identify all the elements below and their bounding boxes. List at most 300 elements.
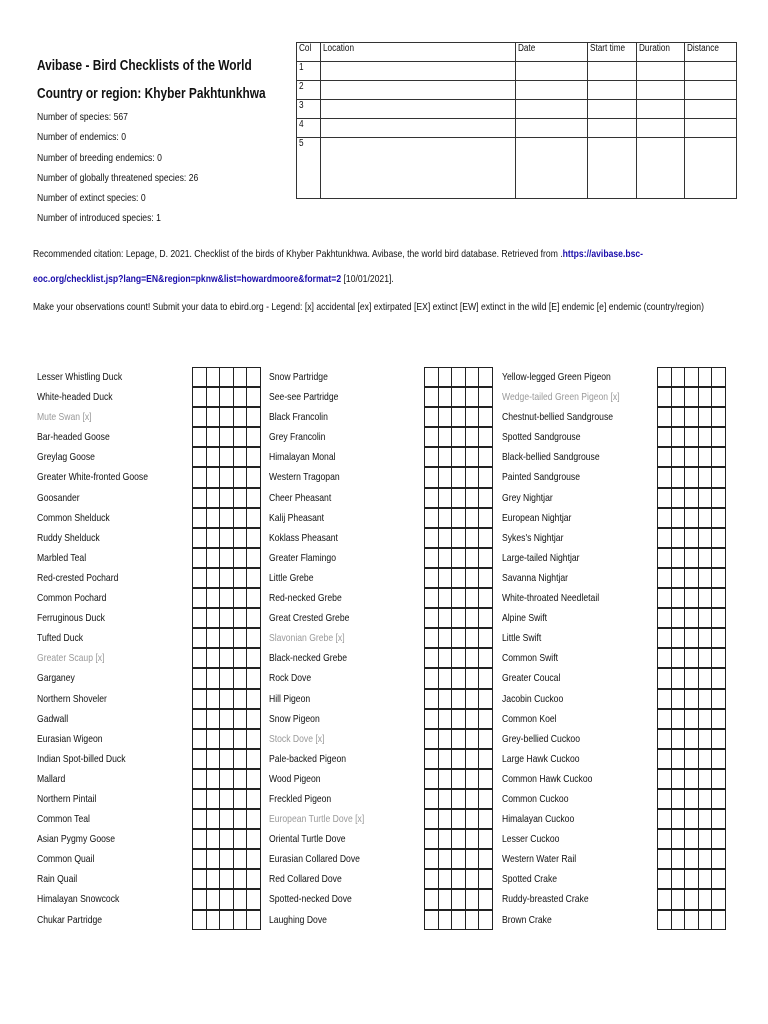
tally-checkbox[interactable] — [219, 508, 234, 528]
tally-checkbox[interactable] — [465, 869, 480, 889]
tally-checkbox[interactable] — [246, 769, 261, 789]
tally-checkbox[interactable] — [698, 889, 713, 909]
tally-checkbox[interactable] — [451, 749, 466, 769]
tally-checkbox[interactable] — [246, 689, 261, 709]
tally-checkbox[interactable] — [698, 869, 713, 889]
tally-checkbox[interactable] — [684, 689, 699, 709]
tally-checkbox[interactable] — [451, 548, 466, 568]
tally-checkbox[interactable] — [671, 849, 686, 869]
tally-checkbox[interactable] — [465, 528, 480, 548]
duration-cell[interactable] — [637, 119, 685, 138]
tally-checkbox[interactable] — [246, 729, 261, 749]
tally-checkbox[interactable] — [684, 608, 699, 628]
tally-checkbox[interactable] — [219, 709, 234, 729]
tally-checkbox[interactable] — [192, 367, 207, 387]
tally-checkbox[interactable] — [711, 729, 726, 749]
tally-checkbox[interactable] — [206, 608, 221, 628]
tally-checkbox[interactable] — [219, 869, 234, 889]
tally-checkbox[interactable] — [192, 668, 207, 688]
tally-checkbox[interactable] — [711, 548, 726, 568]
tally-checkbox[interactable] — [478, 387, 493, 407]
tally-checkbox[interactable] — [465, 809, 480, 829]
tally-checkbox[interactable] — [438, 407, 453, 427]
tally-checkbox[interactable] — [671, 488, 686, 508]
tally-checkbox[interactable] — [192, 427, 207, 447]
tally-checkbox[interactable] — [451, 668, 466, 688]
tally-checkbox[interactable] — [465, 749, 480, 769]
tally-checkbox[interactable] — [246, 628, 261, 648]
tally-checkbox[interactable] — [465, 548, 480, 568]
tally-checkbox[interactable] — [698, 729, 713, 749]
tally-checkbox[interactable] — [206, 387, 221, 407]
tally-checkbox[interactable] — [478, 427, 493, 447]
location-cell[interactable] — [321, 81, 516, 100]
tally-checkbox[interactable] — [438, 568, 453, 588]
tally-checkbox[interactable] — [192, 508, 207, 528]
tally-checkbox[interactable] — [684, 849, 699, 869]
tally-checkbox[interactable] — [424, 608, 439, 628]
tally-checkbox[interactable] — [424, 829, 439, 849]
tally-checkbox[interactable] — [465, 769, 480, 789]
tally-checkbox[interactable] — [233, 628, 248, 648]
tally-checkbox[interactable] — [478, 849, 493, 869]
tally-checkbox[interactable] — [465, 387, 480, 407]
tally-checkbox[interactable] — [698, 427, 713, 447]
duration-cell[interactable] — [637, 138, 685, 199]
tally-checkbox[interactable] — [684, 869, 699, 889]
tally-checkbox[interactable] — [206, 628, 221, 648]
tally-checkbox[interactable] — [671, 568, 686, 588]
tally-checkbox[interactable] — [233, 488, 248, 508]
tally-checkbox[interactable] — [657, 709, 672, 729]
tally-checkbox[interactable] — [192, 447, 207, 467]
tally-checkbox[interactable] — [657, 467, 672, 487]
tally-checkbox[interactable] — [711, 749, 726, 769]
tally-checkbox[interactable] — [219, 367, 234, 387]
tally-checkbox[interactable] — [424, 749, 439, 769]
tally-checkbox[interactable] — [438, 508, 453, 528]
tally-checkbox[interactable] — [684, 568, 699, 588]
tally-checkbox[interactable] — [438, 588, 453, 608]
tally-checkbox[interactable] — [219, 849, 234, 869]
tally-checkbox[interactable] — [438, 709, 453, 729]
tally-checkbox[interactable] — [698, 809, 713, 829]
tally-checkbox[interactable] — [192, 910, 207, 930]
tally-checkbox[interactable] — [451, 829, 466, 849]
tally-checkbox[interactable] — [711, 648, 726, 668]
tally-checkbox[interactable] — [438, 769, 453, 789]
tally-checkbox[interactable] — [684, 910, 699, 930]
tally-checkbox[interactable] — [711, 769, 726, 789]
citation-link-part-2[interactable]: eoc.org/checklist.jsp?lang=EN&region=pknw&list=howardmoore&format=2 — [33, 273, 342, 285]
location-cell[interactable] — [321, 119, 516, 138]
distance-cell[interactable] — [685, 100, 737, 119]
tally-checkbox[interactable] — [424, 588, 439, 608]
date-cell[interactable] — [516, 100, 588, 119]
tally-checkbox[interactable] — [206, 910, 221, 930]
tally-checkbox[interactable] — [424, 809, 439, 829]
tally-checkbox[interactable] — [698, 769, 713, 789]
tally-checkbox[interactable] — [657, 508, 672, 528]
tally-checkbox[interactable] — [711, 889, 726, 909]
tally-checkbox[interactable] — [192, 608, 207, 628]
tally-checkbox[interactable] — [478, 508, 493, 528]
tally-checkbox[interactable] — [478, 869, 493, 889]
tally-checkbox[interactable] — [219, 548, 234, 568]
tally-checkbox[interactable] — [478, 628, 493, 648]
tally-checkbox[interactable] — [206, 689, 221, 709]
tally-checkbox[interactable] — [451, 588, 466, 608]
tally-checkbox[interactable] — [478, 729, 493, 749]
tally-checkbox[interactable] — [206, 568, 221, 588]
tally-checkbox[interactable] — [246, 508, 261, 528]
tally-checkbox[interactable] — [219, 729, 234, 749]
tally-checkbox[interactable] — [206, 749, 221, 769]
tally-checkbox[interactable] — [233, 729, 248, 749]
tally-checkbox[interactable] — [451, 628, 466, 648]
tally-checkbox[interactable] — [711, 869, 726, 889]
tally-checkbox[interactable] — [451, 508, 466, 528]
tally-checkbox[interactable] — [684, 789, 699, 809]
tally-checkbox[interactable] — [698, 508, 713, 528]
tally-checkbox[interactable] — [671, 427, 686, 447]
tally-checkbox[interactable] — [711, 689, 726, 709]
tally-checkbox[interactable] — [657, 910, 672, 930]
tally-checkbox[interactable] — [246, 869, 261, 889]
tally-checkbox[interactable] — [192, 568, 207, 588]
tally-checkbox[interactable] — [711, 568, 726, 588]
tally-checkbox[interactable] — [657, 829, 672, 849]
tally-checkbox[interactable] — [451, 568, 466, 588]
tally-checkbox[interactable] — [438, 910, 453, 930]
tally-checkbox[interactable] — [438, 789, 453, 809]
tally-checkbox[interactable] — [711, 849, 726, 869]
tally-checkbox[interactable] — [698, 910, 713, 930]
tally-checkbox[interactable] — [478, 407, 493, 427]
tally-checkbox[interactable] — [698, 829, 713, 849]
tally-checkbox[interactable] — [657, 588, 672, 608]
tally-checkbox[interactable] — [192, 528, 207, 548]
tally-checkbox[interactable] — [438, 467, 453, 487]
tally-checkbox[interactable] — [657, 608, 672, 628]
tally-checkbox[interactable] — [684, 668, 699, 688]
tally-checkbox[interactable] — [246, 387, 261, 407]
tally-checkbox[interactable] — [684, 889, 699, 909]
tally-checkbox[interactable] — [424, 548, 439, 568]
tally-checkbox[interactable] — [671, 910, 686, 930]
distance-cell[interactable] — [685, 62, 737, 81]
tally-checkbox[interactable] — [698, 447, 713, 467]
tally-checkbox[interactable] — [192, 648, 207, 668]
tally-checkbox[interactable] — [478, 588, 493, 608]
tally-checkbox[interactable] — [711, 467, 726, 487]
tally-checkbox[interactable] — [684, 467, 699, 487]
tally-checkbox[interactable] — [478, 789, 493, 809]
tally-checkbox[interactable] — [711, 628, 726, 648]
tally-checkbox[interactable] — [451, 648, 466, 668]
tally-checkbox[interactable] — [206, 769, 221, 789]
tally-checkbox[interactable] — [438, 849, 453, 869]
tally-checkbox[interactable] — [478, 568, 493, 588]
tally-checkbox[interactable] — [233, 367, 248, 387]
tally-checkbox[interactable] — [671, 648, 686, 668]
tally-checkbox[interactable] — [233, 709, 248, 729]
tally-checkbox[interactable] — [246, 407, 261, 427]
tally-checkbox[interactable] — [698, 749, 713, 769]
tally-checkbox[interactable] — [671, 608, 686, 628]
tally-checkbox[interactable] — [451, 528, 466, 548]
tally-checkbox[interactable] — [233, 789, 248, 809]
tally-checkbox[interactable] — [684, 628, 699, 648]
tally-checkbox[interactable] — [233, 467, 248, 487]
tally-checkbox[interactable] — [671, 729, 686, 749]
tally-checkbox[interactable] — [192, 488, 207, 508]
tally-checkbox[interactable] — [219, 910, 234, 930]
tally-checkbox[interactable] — [219, 407, 234, 427]
tally-checkbox[interactable] — [671, 628, 686, 648]
tally-checkbox[interactable] — [219, 749, 234, 769]
tally-checkbox[interactable] — [465, 889, 480, 909]
location-cell[interactable] — [321, 138, 516, 199]
duration-cell[interactable] — [637, 100, 685, 119]
tally-checkbox[interactable] — [684, 427, 699, 447]
tally-checkbox[interactable] — [219, 588, 234, 608]
tally-checkbox[interactable] — [671, 829, 686, 849]
tally-checkbox[interactable] — [424, 407, 439, 427]
tally-checkbox[interactable] — [671, 789, 686, 809]
tally-checkbox[interactable] — [451, 488, 466, 508]
tally-checkbox[interactable] — [684, 528, 699, 548]
tally-checkbox[interactable] — [451, 769, 466, 789]
tally-checkbox[interactable] — [424, 387, 439, 407]
tally-checkbox[interactable] — [192, 729, 207, 749]
tally-checkbox[interactable] — [671, 407, 686, 427]
tally-checkbox[interactable] — [698, 548, 713, 568]
tally-checkbox[interactable] — [233, 648, 248, 668]
tally-checkbox[interactable] — [657, 668, 672, 688]
tally-checkbox[interactable] — [424, 467, 439, 487]
tally-checkbox[interactable] — [233, 689, 248, 709]
tally-checkbox[interactable] — [424, 447, 439, 467]
tally-checkbox[interactable] — [465, 668, 480, 688]
tally-checkbox[interactable] — [424, 769, 439, 789]
tally-checkbox[interactable] — [219, 467, 234, 487]
tally-checkbox[interactable] — [233, 829, 248, 849]
tally-checkbox[interactable] — [465, 789, 480, 809]
tally-checkbox[interactable] — [657, 407, 672, 427]
tally-checkbox[interactable] — [478, 467, 493, 487]
tally-checkbox[interactable] — [478, 910, 493, 930]
tally-checkbox[interactable] — [684, 709, 699, 729]
tally-checkbox[interactable] — [206, 869, 221, 889]
tally-checkbox[interactable] — [478, 889, 493, 909]
tally-checkbox[interactable] — [671, 387, 686, 407]
date-cell[interactable] — [516, 119, 588, 138]
tally-checkbox[interactable] — [711, 508, 726, 528]
tally-checkbox[interactable] — [246, 709, 261, 729]
tally-checkbox[interactable] — [711, 387, 726, 407]
tally-checkbox[interactable] — [424, 910, 439, 930]
tally-checkbox[interactable] — [698, 488, 713, 508]
tally-checkbox[interactable] — [657, 648, 672, 668]
tally-checkbox[interactable] — [438, 548, 453, 568]
tally-checkbox[interactable] — [219, 668, 234, 688]
tally-checkbox[interactable] — [478, 648, 493, 668]
tally-checkbox[interactable] — [478, 749, 493, 769]
tally-checkbox[interactable] — [684, 769, 699, 789]
tally-checkbox[interactable] — [424, 789, 439, 809]
tally-checkbox[interactable] — [219, 528, 234, 548]
start-time-cell[interactable] — [588, 100, 637, 119]
tally-checkbox[interactable] — [246, 648, 261, 668]
tally-checkbox[interactable] — [233, 809, 248, 829]
tally-checkbox[interactable] — [451, 789, 466, 809]
tally-checkbox[interactable] — [684, 407, 699, 427]
tally-checkbox[interactable] — [206, 427, 221, 447]
tally-checkbox[interactable] — [478, 668, 493, 688]
distance-cell[interactable] — [685, 138, 737, 199]
tally-checkbox[interactable] — [438, 528, 453, 548]
tally-checkbox[interactable] — [671, 689, 686, 709]
tally-checkbox[interactable] — [219, 829, 234, 849]
tally-checkbox[interactable] — [438, 749, 453, 769]
tally-checkbox[interactable] — [246, 608, 261, 628]
tally-checkbox[interactable] — [219, 769, 234, 789]
tally-checkbox[interactable] — [233, 447, 248, 467]
tally-checkbox[interactable] — [233, 387, 248, 407]
tally-checkbox[interactable] — [465, 729, 480, 749]
tally-checkbox[interactable] — [657, 749, 672, 769]
tally-checkbox[interactable] — [233, 608, 248, 628]
tally-checkbox[interactable] — [206, 528, 221, 548]
tally-checkbox[interactable] — [698, 367, 713, 387]
tally-checkbox[interactable] — [684, 729, 699, 749]
tally-checkbox[interactable] — [206, 508, 221, 528]
tally-checkbox[interactable] — [465, 648, 480, 668]
tally-checkbox[interactable] — [192, 467, 207, 487]
tally-checkbox[interactable] — [684, 488, 699, 508]
tally-checkbox[interactable] — [451, 729, 466, 749]
tally-checkbox[interactable] — [246, 749, 261, 769]
tally-checkbox[interactable] — [246, 467, 261, 487]
tally-checkbox[interactable] — [698, 648, 713, 668]
tally-checkbox[interactable] — [206, 488, 221, 508]
tally-checkbox[interactable] — [438, 628, 453, 648]
tally-checkbox[interactable] — [438, 729, 453, 749]
tally-checkbox[interactable] — [465, 910, 480, 930]
tally-checkbox[interactable] — [711, 588, 726, 608]
tally-checkbox[interactable] — [246, 910, 261, 930]
location-cell[interactable] — [321, 62, 516, 81]
tally-checkbox[interactable] — [478, 447, 493, 467]
tally-checkbox[interactable] — [671, 709, 686, 729]
tally-checkbox[interactable] — [711, 488, 726, 508]
tally-checkbox[interactable] — [233, 889, 248, 909]
tally-checkbox[interactable] — [424, 648, 439, 668]
tally-checkbox[interactable] — [192, 407, 207, 427]
tally-checkbox[interactable] — [671, 447, 686, 467]
tally-checkbox[interactable] — [192, 869, 207, 889]
tally-checkbox[interactable] — [219, 427, 234, 447]
tally-checkbox[interactable] — [465, 508, 480, 528]
tally-checkbox[interactable] — [246, 528, 261, 548]
tally-checkbox[interactable] — [671, 588, 686, 608]
tally-checkbox[interactable] — [246, 568, 261, 588]
tally-checkbox[interactable] — [451, 889, 466, 909]
tally-checkbox[interactable] — [233, 548, 248, 568]
duration-cell[interactable] — [637, 81, 685, 100]
tally-checkbox[interactable] — [711, 407, 726, 427]
tally-checkbox[interactable] — [671, 467, 686, 487]
tally-checkbox[interactable] — [684, 588, 699, 608]
tally-checkbox[interactable] — [438, 829, 453, 849]
tally-checkbox[interactable] — [657, 809, 672, 829]
tally-checkbox[interactable] — [246, 889, 261, 909]
tally-checkbox[interactable] — [698, 849, 713, 869]
tally-checkbox[interactable] — [671, 869, 686, 889]
tally-checkbox[interactable] — [233, 427, 248, 447]
tally-checkbox[interactable] — [451, 809, 466, 829]
tally-checkbox[interactable] — [478, 528, 493, 548]
tally-checkbox[interactable] — [711, 829, 726, 849]
tally-checkbox[interactable] — [478, 367, 493, 387]
tally-checkbox[interactable] — [219, 488, 234, 508]
tally-checkbox[interactable] — [698, 689, 713, 709]
tally-checkbox[interactable] — [206, 889, 221, 909]
tally-checkbox[interactable] — [698, 628, 713, 648]
tally-checkbox[interactable] — [206, 367, 221, 387]
tally-checkbox[interactable] — [451, 689, 466, 709]
tally-checkbox[interactable] — [233, 869, 248, 889]
date-cell[interactable] — [516, 138, 588, 199]
tally-checkbox[interactable] — [698, 588, 713, 608]
tally-checkbox[interactable] — [465, 829, 480, 849]
tally-checkbox[interactable] — [438, 689, 453, 709]
tally-checkbox[interactable] — [465, 367, 480, 387]
tally-checkbox[interactable] — [424, 427, 439, 447]
tally-checkbox[interactable] — [246, 829, 261, 849]
tally-checkbox[interactable] — [233, 749, 248, 769]
tally-checkbox[interactable] — [233, 588, 248, 608]
tally-checkbox[interactable] — [657, 387, 672, 407]
start-time-cell[interactable] — [588, 62, 637, 81]
tally-checkbox[interactable] — [192, 789, 207, 809]
tally-checkbox[interactable] — [451, 427, 466, 447]
tally-checkbox[interactable] — [657, 729, 672, 749]
tally-checkbox[interactable] — [233, 568, 248, 588]
tally-checkbox[interactable] — [478, 809, 493, 829]
tally-checkbox[interactable] — [192, 387, 207, 407]
tally-checkbox[interactable] — [424, 628, 439, 648]
tally-checkbox[interactable] — [684, 508, 699, 528]
tally-checkbox[interactable] — [451, 608, 466, 628]
tally-checkbox[interactable] — [657, 869, 672, 889]
tally-checkbox[interactable] — [451, 407, 466, 427]
tally-checkbox[interactable] — [192, 749, 207, 769]
tally-checkbox[interactable] — [657, 789, 672, 809]
tally-checkbox[interactable] — [233, 769, 248, 789]
tally-checkbox[interactable] — [698, 668, 713, 688]
tally-checkbox[interactable] — [424, 488, 439, 508]
tally-checkbox[interactable] — [657, 568, 672, 588]
tally-checkbox[interactable] — [684, 749, 699, 769]
tally-checkbox[interactable] — [246, 849, 261, 869]
duration-cell[interactable] — [637, 62, 685, 81]
tally-checkbox[interactable] — [206, 709, 221, 729]
tally-checkbox[interactable] — [711, 427, 726, 447]
tally-checkbox[interactable] — [684, 447, 699, 467]
tally-checkbox[interactable] — [698, 387, 713, 407]
